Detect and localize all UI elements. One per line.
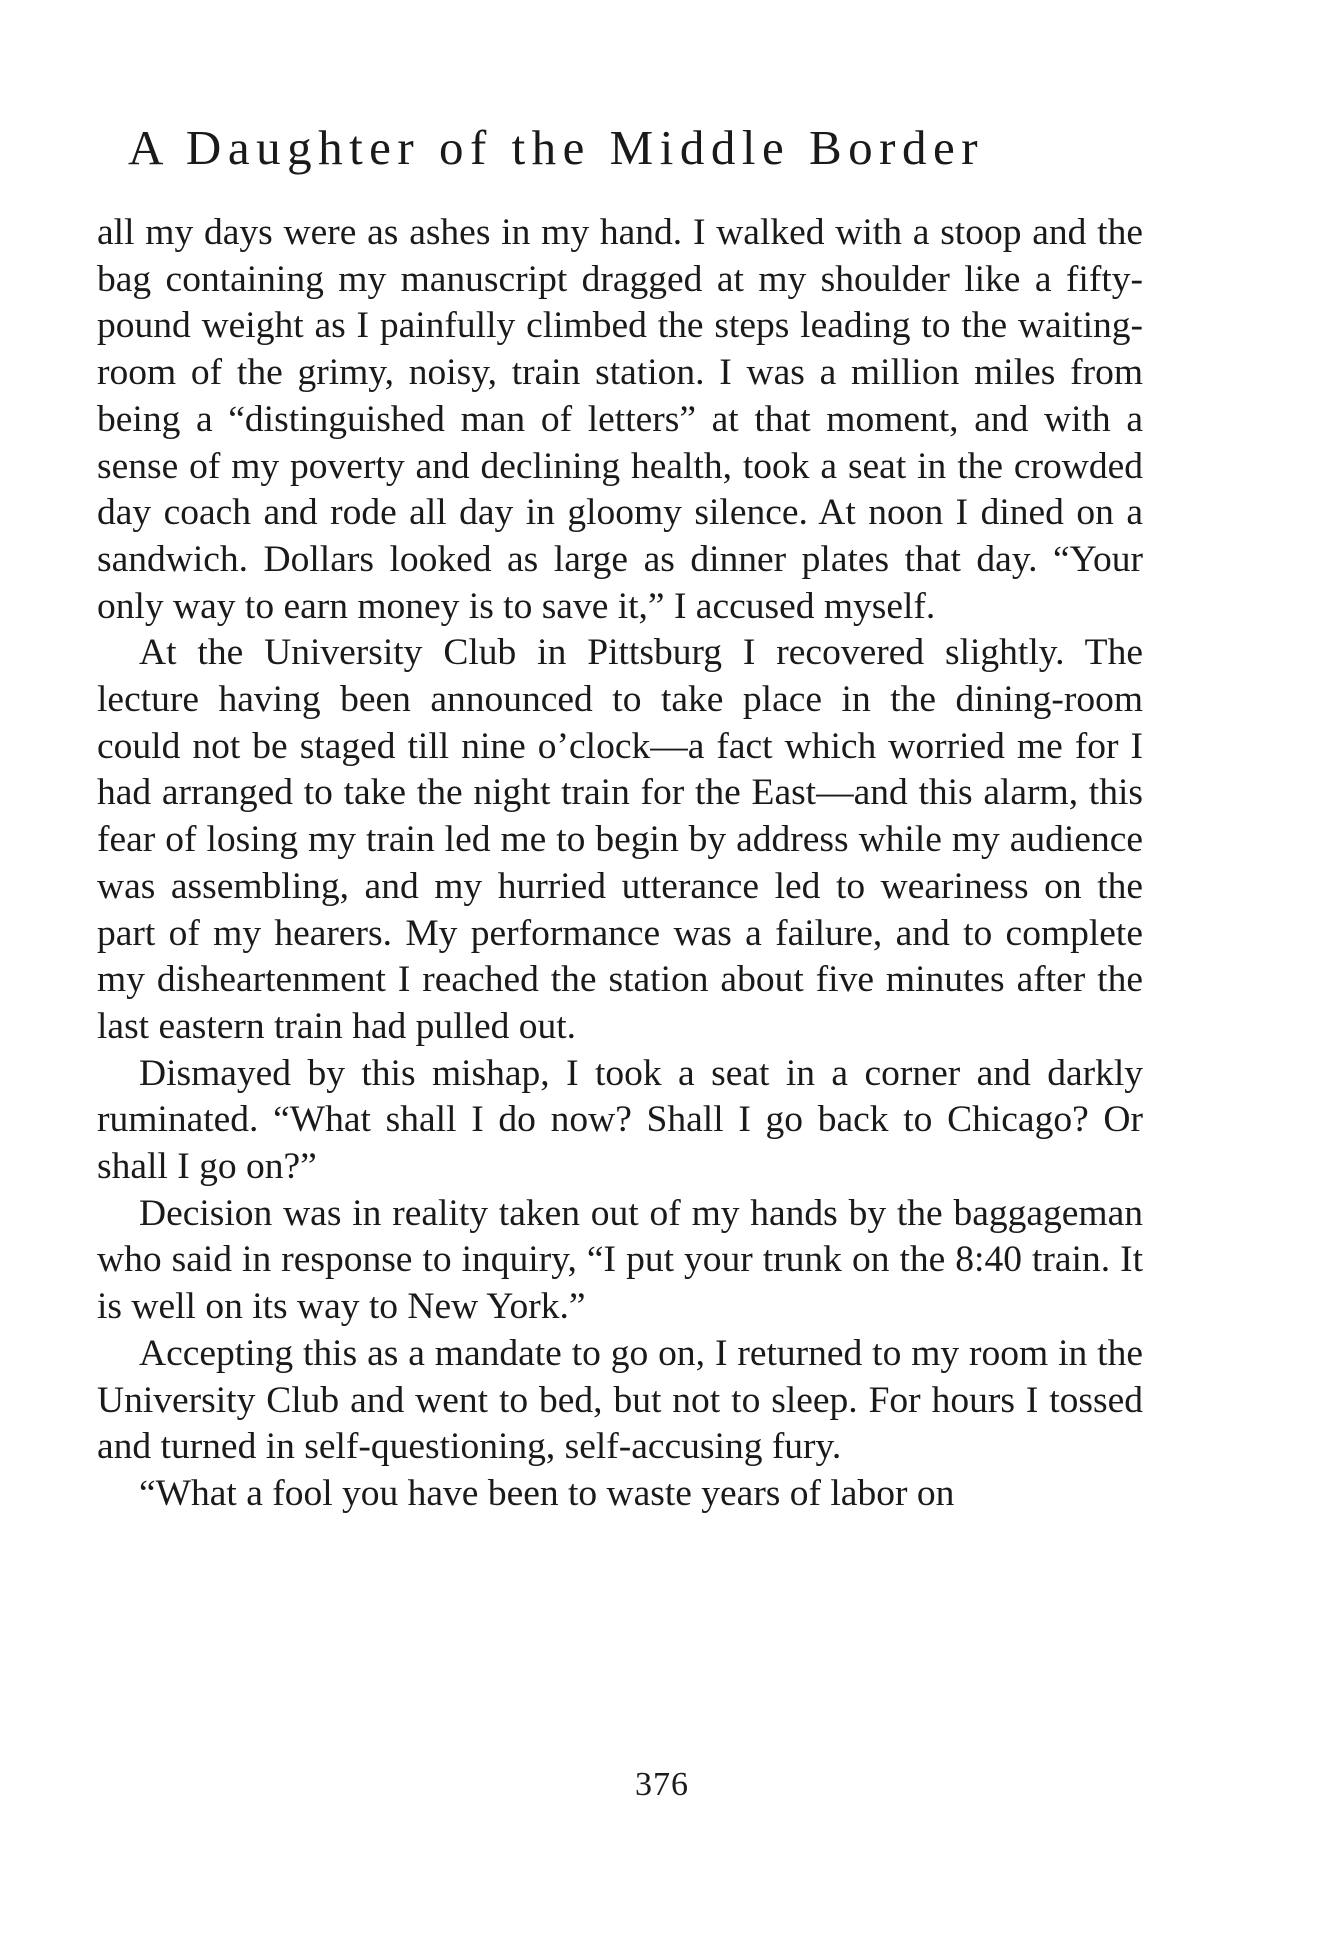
paragraph-3: Dismayed by this mishap, I took a seat in a corner and darkly ruminated. “What shall I do now? Shall I go back to Chicago? Or shall I go on?” <box>97 1052 1143 1188</box>
paragraph-2: At the University Club in Pittsburg I recovered slightly. The lecture having been announced to take place in the dining-room could not be staged till nine o’clock—a fact which worried me for I had arranged to take the night train for the East—and this alarm, this fear of losing my train led me to begin by address while my audience was assembling, and my hurried utterance led to weariness on the part of my hearers. My performance was a failure, and to complete my disheartenment I reached the station about five minutes after the last eastern train had pulled out. <box>97 632 1143 1047</box>
running-head: A Daughter of the Middle Border <box>128 120 985 175</box>
paragraph-4: Decision was in reality taken out of my hands by the baggageman who said in response to inquiry, “I put your trunk on the 8:40 train. It is well on its way to New York.” <box>97 1192 1143 1328</box>
body-text <box>97 210 1143 1518</box>
paragraph-5: Accepting this as a mandate to go on, I returned to my room in the University Club and went to bed, but not to sleep. For hours I tossed and turned in self-questioning, self-accusing fury. <box>97 1332 1143 1468</box>
paragraph-1: all my days were as ashes in my hand. I walked with a stoop and the bag containing my manuscript dragged at my shoulder like a fifty-pound weight as I painfully climbed the steps leading to the waiting-room of the grimy, noisy, train station. I was a million miles from being a “distinguished man of letters” at that moment, and with a sense of my poverty and declining health, took a seat in the crowded day coach and rode all day in gloomy silence. At noon I dined on a sandwich. Dollars looked as large as dinner plates that day. “Your only way to earn money is to save it,” I accused myself. <box>97 212 1143 627</box>
paragraph-6: “What a fool you have been to waste years of labor on <box>139 1472 955 1514</box>
page-number: 376 <box>635 1766 689 1803</box>
